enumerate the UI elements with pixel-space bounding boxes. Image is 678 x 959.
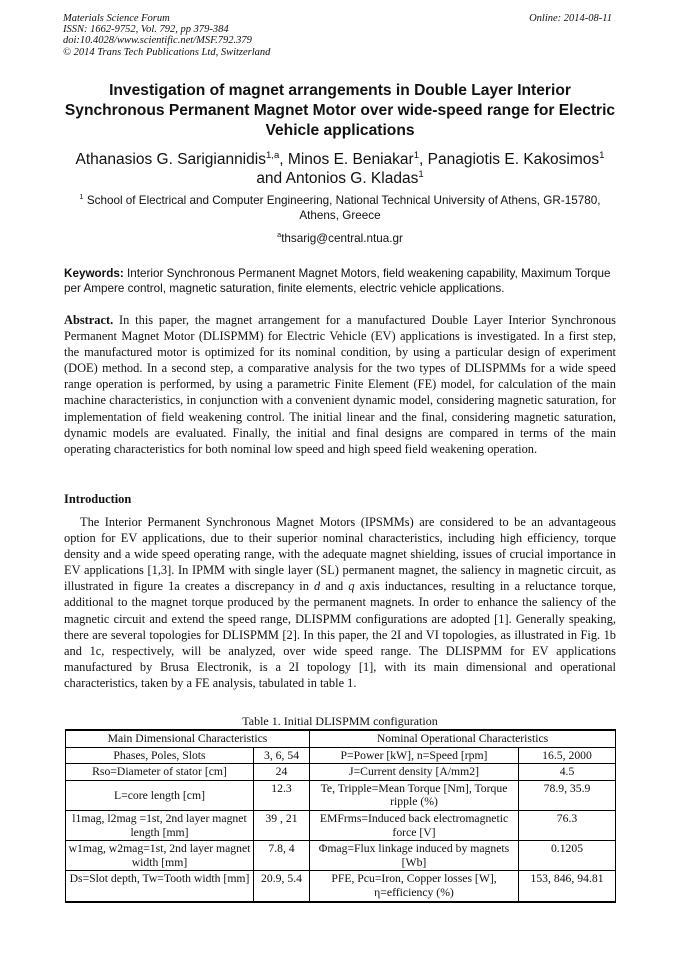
table-cell: J=Current density [A/mm2] bbox=[310, 764, 519, 781]
table-row bbox=[66, 780, 616, 810]
intro-and: and bbox=[325, 579, 344, 594]
table-header-left: Main Dimensional Characteristics bbox=[66, 730, 310, 747]
affiliation-text: School of Electrical and Computer Engineering, National Technical University of Athens, GR-15780, Athens, Greece bbox=[86, 194, 601, 222]
table-cell: Te, Tripple=Mean Torque [Nm], Torque ripple (%) bbox=[310, 780, 519, 810]
paper-title: Investigation of magnet arrangements in Double Layer Interior Synchronous Permanent Magnet Motor over wide-speed range for Electric Vehicle applications bbox=[64, 82, 616, 139]
table-cell: 20.9, 5.4 bbox=[254, 871, 310, 902]
abstract-text: In this paper, the magnet arrangement for a manufactured Double Layer Interior Synchronous Permanent Magnet Motor (DLISPMM) for Electric Vehicle (EV) applications is investigated. In a first step, the manufactured motor is optimized for its nominal condition, by using a particular design of experiment (DOE) method. In a second step, a comparative analysis for the two types of DLISPMMs for a wide speed range operation is performed, by using a parametric Finite Element (FE) model, for calculation of the main machine characteristics, in conjunction with a convenient dynamic model, considering magnetic saturation, for implementation of field weakening control. The initial linear and the final, considering magnetic saturation, dynamic models are evaluated. Finally, the initial and final designs are compared in terms of the main operating characteristics for both nominal low speed and high speed field weakening operation. bbox=[64, 313, 616, 456]
author-conjunction: and bbox=[256, 170, 283, 187]
keywords-text: Interior Synchronous Permanent Magnet Motors, field weakening capability, Maximum Torque per Ampere control, magnetic saturation, finite elements, electric vehicle applications. bbox=[64, 267, 611, 295]
email-line bbox=[60, 232, 620, 245]
table-cell: w1mag, w2mag=1st, 2nd layer magnet width [mm] bbox=[66, 841, 254, 871]
table-cell: Ds=Slot depth, Tw=Tooth width [mm] bbox=[66, 871, 254, 902]
journal-name: Materials Science Forum bbox=[63, 13, 170, 24]
author-affil-sup: 1,a bbox=[265, 149, 280, 161]
table-row bbox=[66, 841, 616, 871]
table-cell: 39 , 21 bbox=[254, 810, 310, 840]
affiliation bbox=[60, 193, 620, 223]
table-cell: 7.8, 4 bbox=[254, 841, 310, 871]
table-header-row bbox=[66, 730, 616, 747]
table-cell: 12.3 bbox=[254, 780, 310, 810]
keywords bbox=[64, 267, 616, 296]
table-row bbox=[66, 747, 616, 764]
abstract-label: Abstract. bbox=[64, 313, 114, 327]
table-cell: Φmag=Flux linkage induced by magnets [Wb] bbox=[310, 841, 519, 871]
table-cell: P=Power [kW], n=Speed [rpm] bbox=[310, 747, 519, 764]
table-row bbox=[66, 810, 616, 840]
table-row bbox=[66, 764, 616, 781]
email-sup: a bbox=[277, 230, 282, 240]
author-name: Athanasios G. Sarigiannidis bbox=[75, 151, 266, 168]
copyright: © 2014 Trans Tech Publications Ltd, Switzerland bbox=[63, 46, 271, 58]
table-cell: 4.5 bbox=[519, 764, 616, 781]
table-cell: 0.1205 bbox=[519, 841, 616, 871]
table-cell: l1mag, l2mag =1st, 2nd layer magnet length [mm] bbox=[66, 810, 254, 840]
table-cell: 78.9, 35.9 bbox=[519, 780, 616, 810]
author-name: Minos E. Beniakar bbox=[287, 151, 414, 168]
table-row bbox=[66, 871, 616, 902]
table-cell: Rso=Diameter of stator [cm] bbox=[66, 764, 254, 781]
abstract bbox=[64, 312, 616, 457]
config-table bbox=[65, 729, 616, 903]
keywords-label: Keywords: bbox=[64, 267, 124, 280]
doi: doi:10.4028/www.scientific.net/MSF.792.379 bbox=[63, 35, 252, 47]
section-heading: Introduction bbox=[64, 492, 132, 506]
affiliation-sup: 1 bbox=[79, 192, 84, 202]
intro-text-2: axis inductances, resulting in a reluctance torque, additional to the magnet torque produced by the permanent magnets. In order to enhance the saliency of the magnetic circuit and extend the speed range, DLISPMM configurations are adopted [1]. Generally speaking, there are several topologies for DLISPMM [2]. In this paper, the 2I and VI topologies, as illustrated in Fig. 1b and 1c, respectively, will be analyzed, over wide speed range. The DLISPMM for EV applications manufactured by Brusa Electronik, is a 2I topology [1], with its main dimensional and operational characteristics, taken by a FE analysis, tabulated in table 1. bbox=[64, 579, 616, 690]
author-affil-sup: 1 bbox=[599, 149, 605, 161]
table-cell: Phases, Poles, Slots bbox=[66, 747, 254, 764]
symbol-q: q bbox=[348, 579, 355, 594]
table-cell: 16.5, 2000 bbox=[519, 747, 616, 764]
email-address[interactable]: thsarig@central.ntua.gr bbox=[281, 232, 403, 245]
author-affil-sup: 1 bbox=[413, 149, 420, 161]
online-date: Online: 2014-08-11 bbox=[529, 13, 612, 24]
table-caption: Table 1. Initial DLISPMM configuration bbox=[242, 714, 438, 728]
table-cell: 3, 6, 54 bbox=[254, 747, 310, 764]
author-affil-sup: 1 bbox=[418, 168, 424, 180]
intro-text-1: The Interior Permanent Synchronous Magnet Motors (IPSMMs) are considered to be an advantageous option for EV applications, due to their superior nominal characteristics, including high efficiency, torque density and a wide speed operating range, with the adequate magnet shielding, issues of crucial importance in EV applications [1,3]. In IPMM with single layer (SL) permanent magnet, the saliency in magnetic circuit, as illustrated in figure 1a creates a discrepancy in bbox=[64, 515, 616, 594]
table-header-right: Nominal Operational Characteristics bbox=[310, 730, 616, 747]
author-name: Panagiotis E. Kakosimos bbox=[427, 151, 600, 168]
table-cell: 24 bbox=[254, 764, 310, 781]
issn: ISSN: 1662-9752, Vol. 792, pp 379-384 bbox=[63, 24, 229, 36]
table-cell: 153, 846, 94.81 bbox=[519, 871, 616, 902]
table-cell: PFE, Pcu=Iron, Copper losses [W], η=efficiency (%) bbox=[310, 871, 519, 902]
journal-header bbox=[63, 13, 270, 58]
author-list: Athanasios G. Sarigiannidis$^{1,a}$, Minos E. Beniakar$^1$, Panagiotis E. Kakosimos$^1$ and Antonios G. Kladas$^1$ bbox=[75, 149, 605, 187]
author-name: Antonios G. Kladas bbox=[285, 170, 419, 187]
table-cell: 76.3 bbox=[519, 810, 616, 840]
intro-paragraph bbox=[64, 514, 616, 691]
symbol-d: d bbox=[314, 579, 321, 594]
table-cell: EMFrms=Induced back electromagnetic force [V] bbox=[310, 810, 519, 840]
table-cell: L=core length [cm] bbox=[66, 780, 254, 810]
